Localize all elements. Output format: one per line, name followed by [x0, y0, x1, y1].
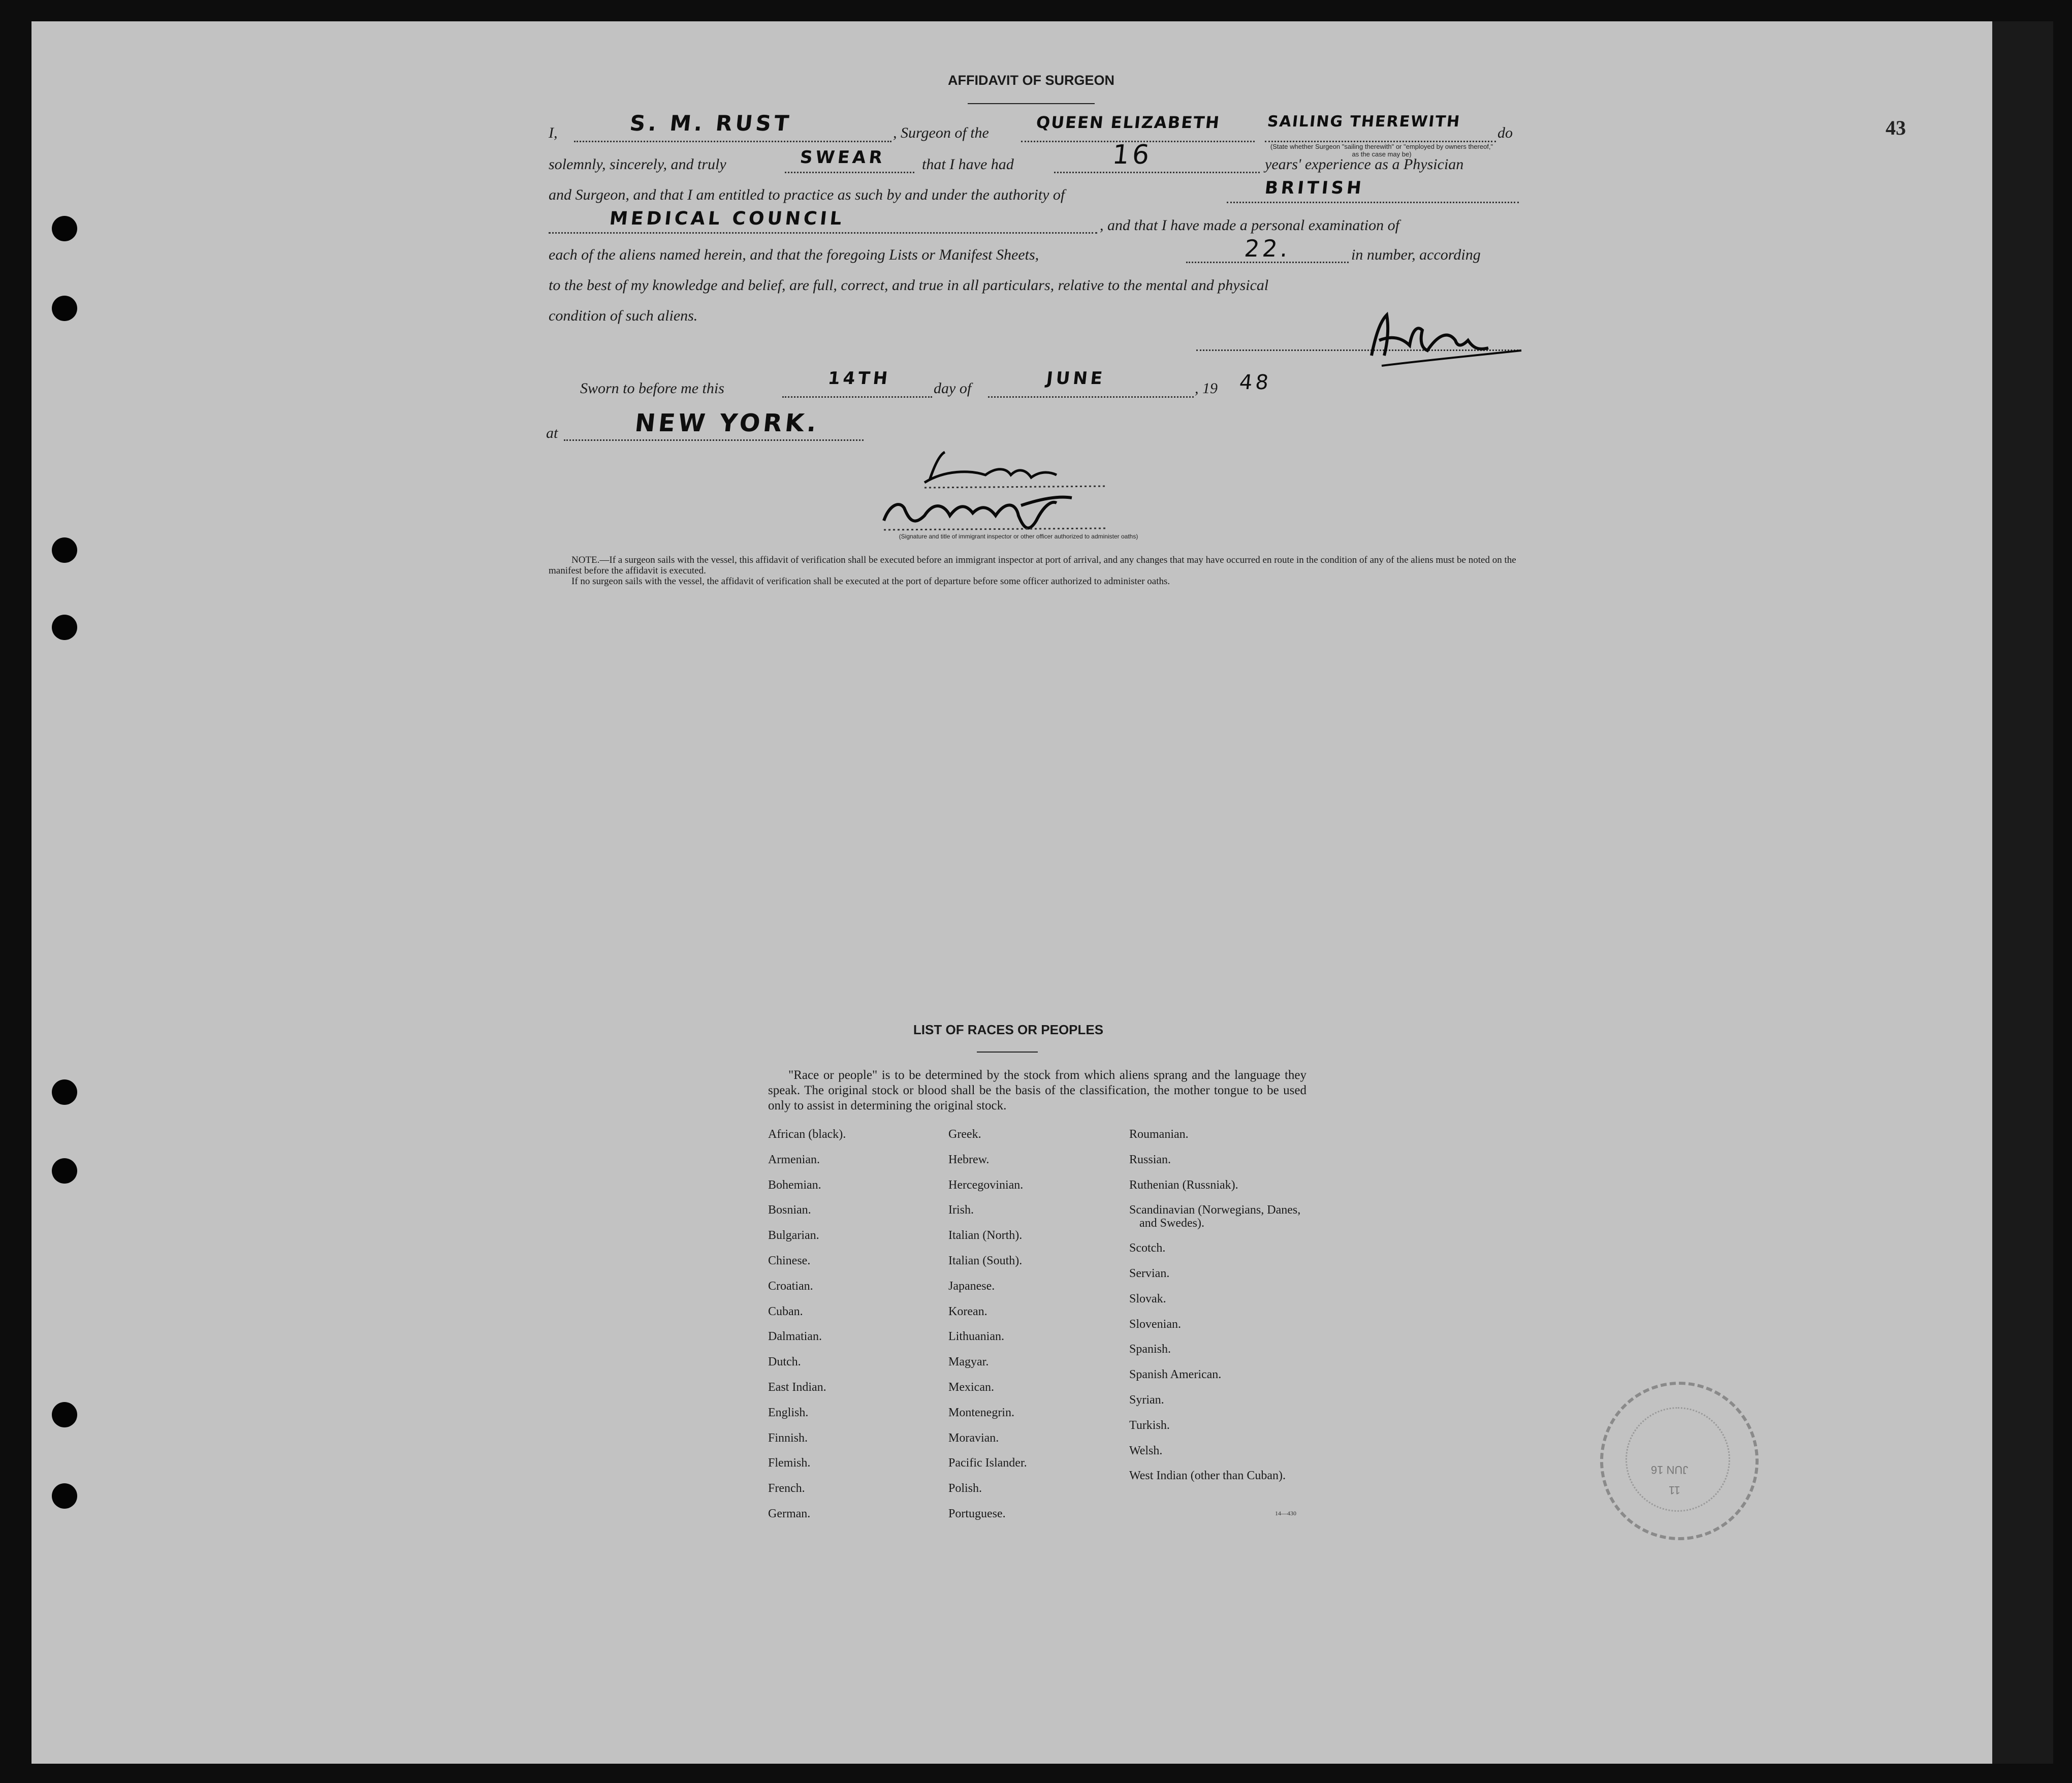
- punch-hole: [52, 1079, 77, 1105]
- races-rule: [977, 1052, 1038, 1053]
- punch-hole: [52, 296, 77, 321]
- race-item: Hebrew.: [948, 1153, 990, 1166]
- stamp-number: 11: [1669, 1484, 1680, 1497]
- race-item: Irish.: [948, 1203, 974, 1217]
- race-item: Hercegovinian.: [948, 1179, 1024, 1192]
- race-item: Greek.: [948, 1128, 981, 1141]
- race-item: Ruthenian (Russniak).: [1129, 1179, 1238, 1192]
- punch-hole: [52, 1402, 77, 1427]
- sheets-count: 22.: [1243, 235, 1292, 262]
- race-item: Lithuanian.: [948, 1330, 1004, 1343]
- line4-b: , and that I have made a personal examination of: [1100, 217, 1399, 234]
- authority-field-2: [549, 232, 1097, 234]
- race-item: Servian.: [1129, 1267, 1170, 1280]
- race-item: Slovenian.: [1129, 1318, 1181, 1331]
- race-item: Bosnian.: [768, 1203, 811, 1217]
- authority-1: BRITISH: [1263, 178, 1365, 198]
- sailing-note: (State whether Surgeon "sailing therewith" or "employed by owners thereof," as the case may be): [1270, 143, 1493, 158]
- scan-border: [1992, 21, 2053, 1764]
- race-item: Pacific Islander.: [948, 1456, 1027, 1470]
- line3-a: and Surgeon, and that I am entitled to practice as such by and under the authority of: [549, 186, 1065, 203]
- race-item: Dalmatian.: [768, 1330, 822, 1343]
- line1-a: I,: [549, 124, 558, 141]
- affidavit-title: AFFIDAVIT OF SURGEON: [948, 73, 1114, 88]
- line1-b: , Surgeon of the: [893, 124, 989, 141]
- authority-field: [1227, 202, 1519, 203]
- form-code: 14—430: [1275, 1510, 1296, 1517]
- line7: condition of such aliens.: [549, 307, 698, 324]
- race-item: Croatian.: [768, 1280, 813, 1293]
- punch-hole: [52, 1158, 77, 1184]
- race-item: Japanese.: [948, 1280, 995, 1293]
- race-item: Armenian.: [768, 1153, 820, 1166]
- ship-name: QUEEN ELIZABETH: [1035, 113, 1221, 132]
- note-1: —If a surgeon sails with the vessel, this affidavit of verification shall be executed before an immigrant inspector at port of arrival, and any changes that may have occurred en route in the condition of any of the aliens must be noted on the manifest before the affidavit is executed.: [549, 555, 1516, 576]
- sailing-status: SAILING THEREWITH: [1266, 113, 1461, 131]
- race-item: Finnish.: [768, 1431, 808, 1445]
- race-item: East Indian.: [768, 1381, 826, 1394]
- race-item: Spanish.: [1129, 1343, 1171, 1356]
- sworn-day: 14TH: [826, 368, 892, 389]
- officer-signature: [843, 444, 1128, 546]
- race-item: Turkish.: [1129, 1419, 1170, 1432]
- race-item: Russian.: [1129, 1153, 1171, 1166]
- day-field: [782, 396, 932, 398]
- sworn-year: 48: [1238, 371, 1273, 394]
- affidavit-note: [549, 555, 1519, 587]
- sworn-a: Sworn to before me this: [580, 380, 724, 397]
- line6: to the best of my knowledge and belief, are full, correct, and true in all particulars, relative to the mental and physical: [549, 277, 1269, 294]
- race-item: German.: [768, 1507, 811, 1520]
- punch-hole: [52, 216, 77, 241]
- punch-hole: [52, 1483, 77, 1509]
- race-item: Spanish American.: [1129, 1368, 1222, 1381]
- race-item: Chinese.: [768, 1254, 811, 1267]
- race-item: Moravian.: [948, 1431, 999, 1445]
- stamp-date: JUN 16: [1651, 1463, 1688, 1476]
- authority-2: MEDICAL COUNCIL: [608, 208, 846, 229]
- race-item: French.: [768, 1482, 805, 1495]
- races-intro: "Race or people" is to be determined by the stock from which aliens sprang and the language they speak. The original stock or blood shall be the basis of the classification, the mother tongue to be used only to assist in determining the original stock.: [768, 1068, 1306, 1112]
- surgeon-name-field: [574, 141, 891, 142]
- punch-hole: [52, 615, 77, 640]
- race-item: Mexican.: [948, 1381, 994, 1394]
- line5-a: each of the aliens named herein, and that the foregoing Lists or Manifest Sheets,: [549, 246, 1039, 263]
- sworn-c: , 19: [1195, 380, 1218, 397]
- sworn-month: JUNE: [1045, 368, 1107, 389]
- oath-word: SWEAR: [799, 147, 886, 168]
- race-item: Dutch.: [768, 1355, 801, 1368]
- race-item: English.: [768, 1406, 809, 1419]
- race-item: Portuguese.: [948, 1507, 1006, 1520]
- sailing-field: [1265, 141, 1496, 142]
- place-field: [564, 439, 864, 441]
- race-item: Scotch.: [1129, 1241, 1166, 1255]
- note-2: If no surgeon sails with the vessel, the affidavit of verification shall be executed at the port of departure before some officer authorized to administer oaths.: [571, 576, 1170, 587]
- line5-b: in number, according: [1351, 246, 1481, 263]
- race-item: Bohemian.: [768, 1179, 821, 1192]
- officer-caption: (Signature and title of immigrant inspector or other officer authorized to administer oaths): [899, 533, 1138, 540]
- race-item: Magyar.: [948, 1355, 989, 1368]
- race-item: Roumanian.: [1129, 1128, 1189, 1141]
- line2-a: solemnly, sincerely, and truly: [549, 156, 726, 173]
- month-field: [988, 396, 1194, 398]
- years-value: 16: [1110, 140, 1154, 170]
- punch-hole: [52, 537, 77, 563]
- race-item: Welsh.: [1129, 1444, 1163, 1457]
- race-item: Italian (North).: [948, 1229, 1023, 1242]
- race-item: Polish.: [948, 1482, 982, 1495]
- years-field: [1054, 172, 1260, 173]
- race-item: Flemish.: [768, 1456, 811, 1470]
- surgeon-name: S. M. RUST: [628, 111, 793, 136]
- races-title: LIST OF RACES OR PEOPLES: [913, 1022, 1104, 1037]
- race-item: Slovak.: [1129, 1292, 1166, 1306]
- race-item: African (black).: [768, 1128, 846, 1141]
- surgeon-signature: [1361, 300, 1529, 371]
- line2-c: years' experience as a Physician: [1265, 156, 1464, 173]
- at-label: at: [546, 425, 558, 441]
- title-rule: [968, 103, 1095, 104]
- sworn-b: day of: [934, 380, 972, 397]
- page-number: 43: [1886, 116, 1906, 139]
- race-item: West Indian (other than Cuban).: [1129, 1469, 1286, 1482]
- note-label: NOTE.: [571, 555, 600, 565]
- race-item: Korean.: [948, 1305, 987, 1318]
- race-item: Montenegrin.: [948, 1406, 1014, 1419]
- line1-c: do: [1497, 124, 1513, 141]
- oath-field: [785, 172, 914, 173]
- race-item: Italian (South).: [948, 1254, 1023, 1267]
- race-item: Syrian.: [1129, 1393, 1164, 1407]
- race-item: Bulgarian.: [768, 1229, 819, 1242]
- line2-b: that I have had: [922, 156, 1014, 173]
- race-item: Scandinavian (Norwegians, Danes, and Swedes).: [1129, 1203, 1301, 1230]
- place-value: NEW YORK.: [633, 409, 821, 437]
- race-item: Cuban.: [768, 1305, 803, 1318]
